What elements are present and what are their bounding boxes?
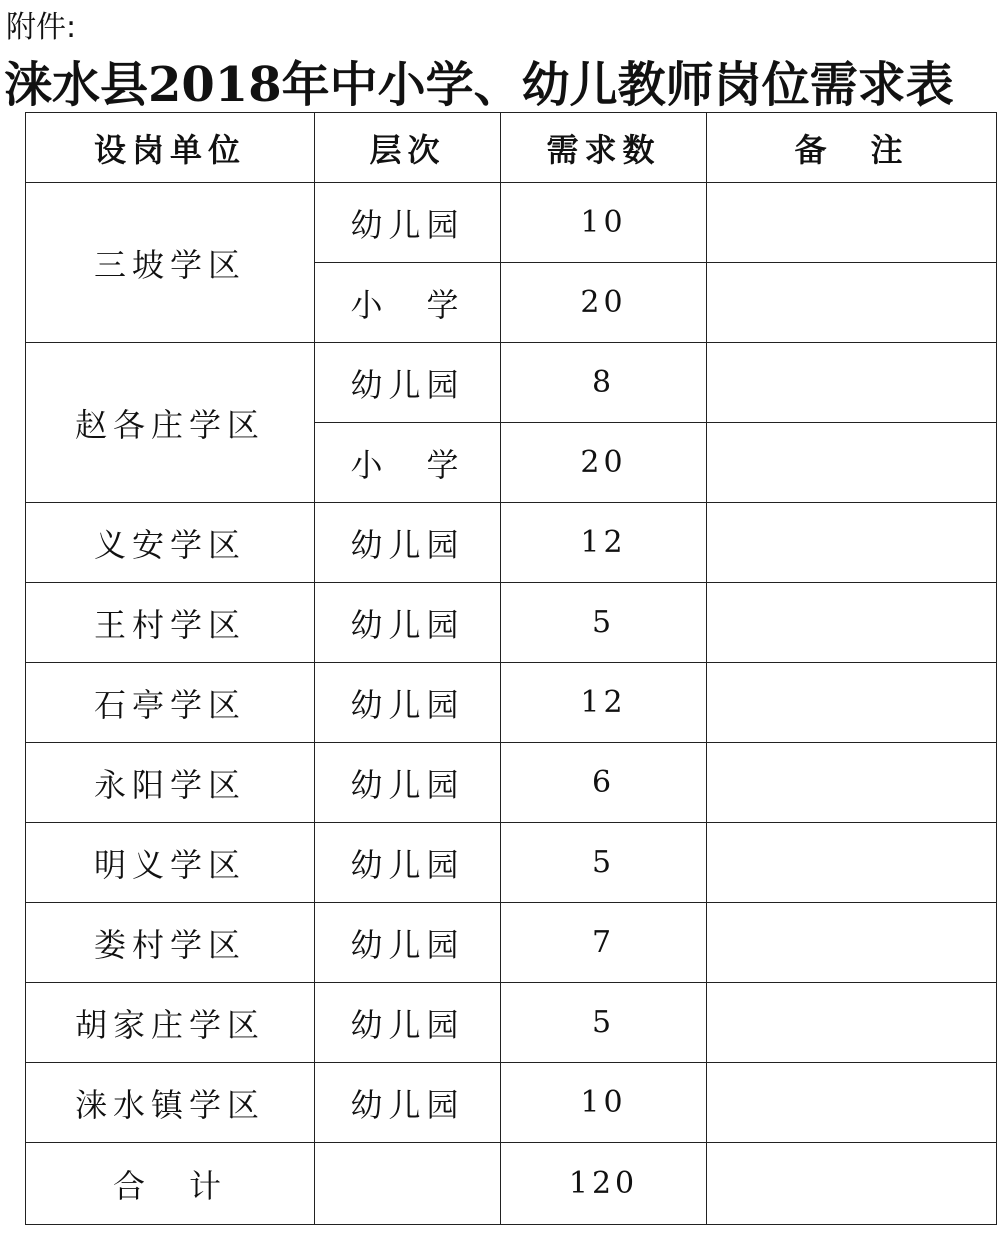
remarks-cell	[707, 583, 997, 663]
count-cell: 20	[501, 263, 707, 343]
unit-cell: 胡家庄学区	[26, 983, 315, 1063]
table-row	[26, 823, 997, 903]
table-row	[26, 583, 997, 663]
level-cell: 幼儿园	[315, 743, 501, 823]
unit-cell: 娄村学区	[26, 903, 315, 983]
table-row	[26, 1063, 997, 1143]
level-cell: 幼儿园	[315, 663, 501, 743]
table-header-row	[26, 113, 997, 183]
header-unit: 设岗单位	[26, 113, 315, 183]
remarks-cell	[707, 263, 997, 343]
table-row	[26, 343, 997, 423]
total-label: 合 计	[26, 1143, 315, 1225]
count-cell: 20	[501, 423, 707, 503]
level-cell: 幼儿园	[315, 823, 501, 903]
header-count: 需求数	[501, 113, 707, 183]
unit-cell: 义安学区	[26, 503, 315, 583]
level-cell: 幼儿园	[315, 1063, 501, 1143]
count-cell: 10	[501, 1063, 707, 1143]
level-cell: 幼儿园	[315, 183, 501, 263]
count-cell: 5	[501, 583, 707, 663]
unit-cell: 赵各庄学区	[26, 343, 315, 503]
table-row	[26, 503, 997, 583]
count-cell: 12	[501, 503, 707, 583]
remarks-cell	[707, 743, 997, 823]
unit-cell: 永阳学区	[26, 743, 315, 823]
remarks-cell	[707, 903, 997, 983]
table-row	[26, 903, 997, 983]
remarks-cell	[707, 823, 997, 903]
table-row	[26, 743, 997, 823]
total-row	[26, 1143, 997, 1225]
remarks-cell	[707, 183, 997, 263]
count-cell: 6	[501, 743, 707, 823]
level-cell: 幼儿园	[315, 903, 501, 983]
count-cell: 12	[501, 663, 707, 743]
teacher-demand-table	[25, 112, 997, 1225]
unit-cell: 石亭学区	[26, 663, 315, 743]
level-cell: 幼儿园	[315, 583, 501, 663]
remarks-cell	[707, 343, 997, 423]
remarks-cell	[707, 1063, 997, 1143]
attachment-label: 附件:	[6, 10, 77, 45]
count-cell: 5	[501, 983, 707, 1063]
unit-cell: 明义学区	[26, 823, 315, 903]
count-cell: 8	[501, 343, 707, 423]
total-count: 120	[501, 1143, 707, 1225]
unit-cell: 涞水镇学区	[26, 1063, 315, 1143]
level-cell: 幼儿园	[315, 343, 501, 423]
remarks-cell	[707, 423, 997, 503]
level-cell: 幼儿园	[315, 503, 501, 583]
count-cell: 5	[501, 823, 707, 903]
page-title: 涞水县2018年中小学、幼儿教师岗位需求表	[4, 57, 954, 113]
table-row	[26, 663, 997, 743]
table-row	[26, 183, 997, 263]
count-cell: 7	[501, 903, 707, 983]
unit-cell: 王村学区	[26, 583, 315, 663]
table-row	[26, 983, 997, 1063]
count-cell: 10	[501, 183, 707, 263]
unit-cell: 三坡学区	[26, 183, 315, 343]
total-remarks-cell	[707, 1143, 997, 1225]
remarks-cell	[707, 983, 997, 1063]
level-cell: 小 学	[315, 423, 501, 503]
level-cell: 幼儿园	[315, 983, 501, 1063]
total-level-cell	[315, 1143, 501, 1225]
level-cell: 小 学	[315, 263, 501, 343]
remarks-cell	[707, 663, 997, 743]
header-level: 层次	[315, 113, 501, 183]
remarks-cell	[707, 503, 997, 583]
header-remarks: 备 注	[707, 113, 997, 183]
